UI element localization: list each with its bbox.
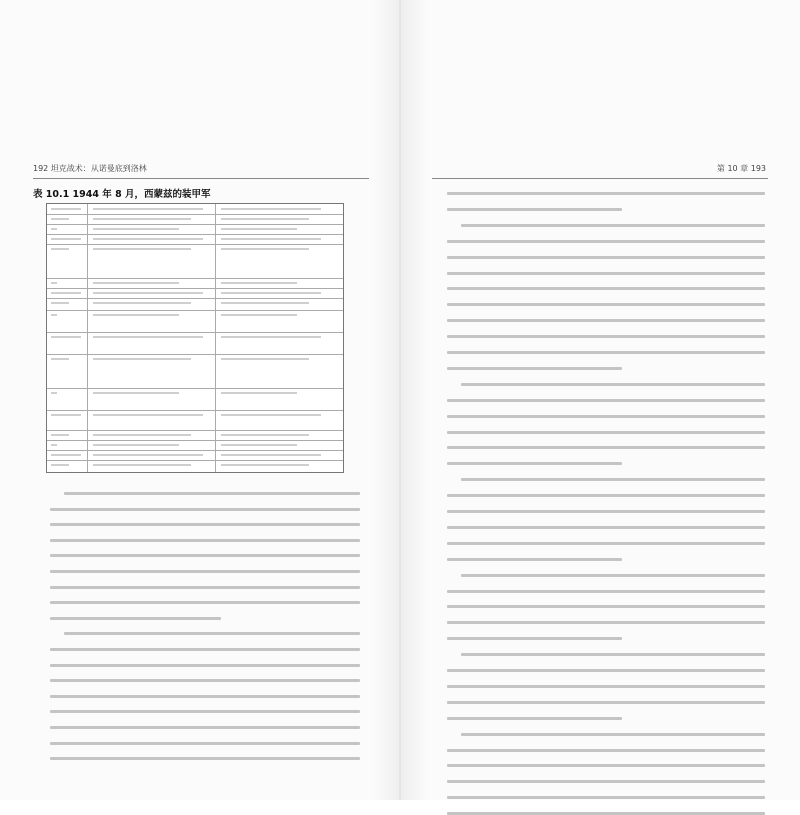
text-line bbox=[447, 510, 765, 513]
text-line bbox=[447, 446, 765, 449]
table-cell-text bbox=[221, 434, 309, 436]
text-line bbox=[447, 605, 765, 608]
table-cell-text bbox=[221, 248, 309, 250]
text-line bbox=[447, 367, 622, 370]
text-line bbox=[447, 749, 765, 752]
table-cell-text bbox=[93, 434, 191, 436]
table-cell-text bbox=[51, 336, 81, 338]
text-line bbox=[50, 726, 360, 729]
table-cell-text bbox=[51, 392, 57, 394]
gutter-shadow-left bbox=[373, 0, 399, 800]
text-line bbox=[50, 679, 360, 682]
table-row bbox=[47, 298, 343, 299]
text-line bbox=[50, 757, 360, 760]
table-cell-text bbox=[221, 208, 321, 210]
table-row bbox=[47, 310, 343, 311]
table-cell-text bbox=[93, 454, 203, 456]
table-cell-text bbox=[221, 336, 321, 338]
table-cell-text bbox=[93, 292, 203, 294]
text-line bbox=[50, 523, 360, 526]
table-cell-text bbox=[51, 208, 81, 210]
table-row bbox=[47, 244, 343, 245]
right-running-header: 第 10 章 193 bbox=[716, 164, 766, 173]
table-cell-text bbox=[93, 248, 191, 250]
table-cell-text bbox=[51, 358, 69, 360]
text-line bbox=[50, 617, 221, 620]
table-cell-text bbox=[51, 292, 81, 294]
table-cell-text bbox=[221, 292, 321, 294]
left-running-header: 192 坦克战术：从诺曼底到洛林 bbox=[33, 164, 147, 173]
table-cell-text bbox=[51, 314, 57, 316]
table-row bbox=[47, 214, 343, 215]
table-row bbox=[47, 460, 343, 461]
table-cell-text bbox=[221, 228, 297, 230]
table-row bbox=[47, 430, 343, 431]
table-cell-text bbox=[221, 358, 309, 360]
text-line bbox=[447, 558, 622, 561]
text-line bbox=[447, 208, 622, 211]
text-line bbox=[461, 653, 765, 656]
table-cell-text bbox=[51, 454, 81, 456]
table-cell-text bbox=[221, 238, 321, 240]
text-line bbox=[447, 764, 765, 767]
table-cell-text bbox=[221, 444, 297, 446]
table-cell-text bbox=[93, 358, 191, 360]
table-cell-text bbox=[93, 228, 179, 230]
text-line bbox=[447, 462, 622, 465]
right-header-rule bbox=[432, 178, 768, 179]
text-line bbox=[50, 508, 360, 511]
table-cell-text bbox=[51, 444, 57, 446]
text-line bbox=[50, 710, 360, 713]
text-line bbox=[461, 733, 765, 736]
table-cell-text bbox=[51, 414, 81, 416]
table-cell-text bbox=[51, 238, 81, 240]
table-cell-text bbox=[93, 314, 179, 316]
text-line bbox=[447, 399, 765, 402]
text-line bbox=[447, 335, 765, 338]
text-line bbox=[64, 492, 360, 495]
table-row bbox=[47, 354, 343, 355]
text-line bbox=[50, 601, 360, 604]
text-line bbox=[461, 224, 765, 227]
table-cell-text bbox=[93, 282, 179, 284]
table-cell-text bbox=[221, 464, 309, 466]
table-cell-text bbox=[93, 208, 203, 210]
text-line bbox=[447, 796, 765, 799]
text-line bbox=[64, 632, 360, 635]
text-line bbox=[447, 415, 765, 418]
table-cell-text bbox=[221, 282, 297, 284]
text-line bbox=[447, 590, 765, 593]
table-row bbox=[47, 388, 343, 389]
table-cell-text bbox=[221, 314, 297, 316]
table-cell-text bbox=[51, 282, 57, 284]
text-line bbox=[447, 303, 765, 306]
table-cell-text bbox=[93, 414, 203, 416]
text-line bbox=[50, 695, 360, 698]
gutter-shadow-right bbox=[401, 0, 427, 800]
table-cell-text bbox=[221, 454, 321, 456]
table-row bbox=[47, 332, 343, 333]
table-cell-text bbox=[51, 464, 69, 466]
table-row bbox=[47, 410, 343, 411]
text-line bbox=[447, 319, 765, 322]
text-line bbox=[447, 272, 765, 275]
text-line bbox=[447, 717, 622, 720]
text-line bbox=[447, 637, 622, 640]
armoured-corps-table bbox=[46, 203, 344, 473]
text-line bbox=[50, 742, 360, 745]
table-cell-text bbox=[221, 302, 309, 304]
table-row bbox=[47, 224, 343, 225]
table-cell-text bbox=[93, 444, 179, 446]
table-cell-text bbox=[51, 248, 69, 250]
text-line bbox=[461, 383, 765, 386]
text-line bbox=[447, 287, 765, 290]
text-line bbox=[50, 664, 360, 667]
table-row bbox=[47, 278, 343, 279]
table-row bbox=[47, 234, 343, 235]
text-line bbox=[447, 669, 765, 672]
table-cell-text bbox=[51, 434, 69, 436]
text-line bbox=[461, 574, 765, 577]
table-cell-text bbox=[93, 464, 191, 466]
text-line bbox=[447, 351, 765, 354]
text-line bbox=[50, 570, 360, 573]
text-line bbox=[447, 431, 765, 434]
text-line bbox=[447, 494, 765, 497]
text-line bbox=[50, 539, 360, 542]
text-line bbox=[461, 478, 765, 481]
table-cell-text bbox=[221, 414, 321, 416]
table-cell-text bbox=[93, 238, 203, 240]
table-cell-text bbox=[51, 302, 69, 304]
table-cell-text bbox=[93, 336, 203, 338]
text-line bbox=[447, 256, 765, 259]
text-line bbox=[50, 554, 360, 557]
table-cell-text bbox=[221, 392, 297, 394]
table-cell-text bbox=[93, 218, 191, 220]
table-cell-text bbox=[221, 218, 309, 220]
text-line bbox=[447, 526, 765, 529]
text-line bbox=[50, 648, 360, 651]
table-cell-text bbox=[51, 228, 57, 230]
text-line bbox=[447, 621, 765, 624]
table-cell-text bbox=[93, 392, 179, 394]
table-row bbox=[47, 288, 343, 289]
text-line bbox=[447, 192, 765, 195]
text-line bbox=[447, 240, 765, 243]
table-row bbox=[47, 440, 343, 441]
table-row bbox=[47, 450, 343, 451]
left-header-rule bbox=[33, 178, 369, 179]
text-line bbox=[447, 780, 765, 783]
text-line bbox=[447, 701, 765, 704]
table-cell-text bbox=[93, 302, 191, 304]
table-cell-text bbox=[51, 218, 69, 220]
text-line bbox=[50, 586, 360, 589]
table-caption: 表 10.1 1944 年 8 月，西蒙兹的装甲军 bbox=[33, 189, 211, 200]
text-line bbox=[447, 542, 765, 545]
text-line bbox=[447, 685, 765, 688]
